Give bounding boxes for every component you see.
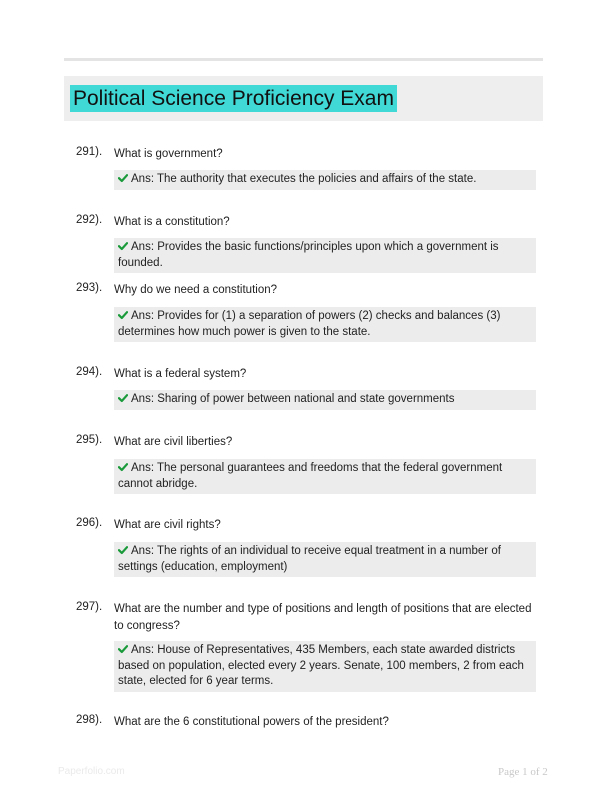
footer-watermark: Paperfolio.com [58, 766, 125, 777]
question-text: What is government? [114, 148, 223, 160]
answer-text: Ans: Provides the basic functions/principles upon which a government is founded. [118, 241, 499, 269]
answer-box [114, 238, 536, 273]
question-text: What is a federal system? [114, 368, 247, 380]
check-icon [118, 393, 128, 403]
answer-text: Ans: Provides for (1) a separation of powers (2) checks and balances (3) determines how much power is given to the state. [118, 310, 501, 338]
question-number: 295). [76, 434, 103, 446]
check-icon [118, 310, 128, 320]
question-text: What are the number and type of positions and length of positions that are elected to congress? [114, 603, 532, 632]
check-icon [118, 644, 128, 654]
question-number: 298). [76, 714, 103, 726]
page-title: Political Science Proficiency Exam [70, 85, 397, 112]
answer-box [114, 542, 536, 577]
answer-box [114, 307, 536, 342]
check-icon [118, 545, 128, 555]
question-text: What is a constitution? [114, 216, 230, 228]
answer-text: Ans: House of Representatives, 435 Members, each state awarded districts based on population, elected every 2 years. Senate, 100 members, 2 from each state, elected for 6 year terms. [118, 644, 524, 687]
answer-text: Ans: The rights of an individual to receive equal treatment in a number of settings (education, employment) [118, 545, 501, 573]
question-text: What are the 6 constitutional powers of the president? [114, 716, 389, 728]
check-icon [118, 241, 128, 251]
question-number: 292). [76, 214, 103, 226]
question-text: What are civil liberties? [114, 436, 233, 448]
question-text: What are civil rights? [114, 519, 221, 531]
answer-box [114, 641, 536, 692]
answer-box [114, 170, 536, 190]
answer-text: Ans: The authority that executes the policies and affairs of the state. [131, 173, 477, 185]
answer-text: Ans: Sharing of power between national and state governments [131, 393, 455, 405]
check-icon [118, 173, 128, 183]
check-icon [118, 462, 128, 472]
answer-text: Ans: The personal guarantees and freedoms that the federal government cannot abridge. [118, 462, 503, 490]
page-number: Page 1 of 2 [498, 766, 548, 778]
question-text: Why do we need a constitution? [114, 284, 278, 296]
question-number: 294). [76, 366, 103, 378]
header-rule [64, 58, 543, 61]
answer-box [114, 390, 536, 410]
question-number: 296). [76, 517, 103, 529]
question-number: 291). [76, 146, 103, 158]
question-number: 293). [76, 282, 103, 294]
question-number: 297). [76, 601, 103, 613]
answer-box [114, 459, 536, 494]
